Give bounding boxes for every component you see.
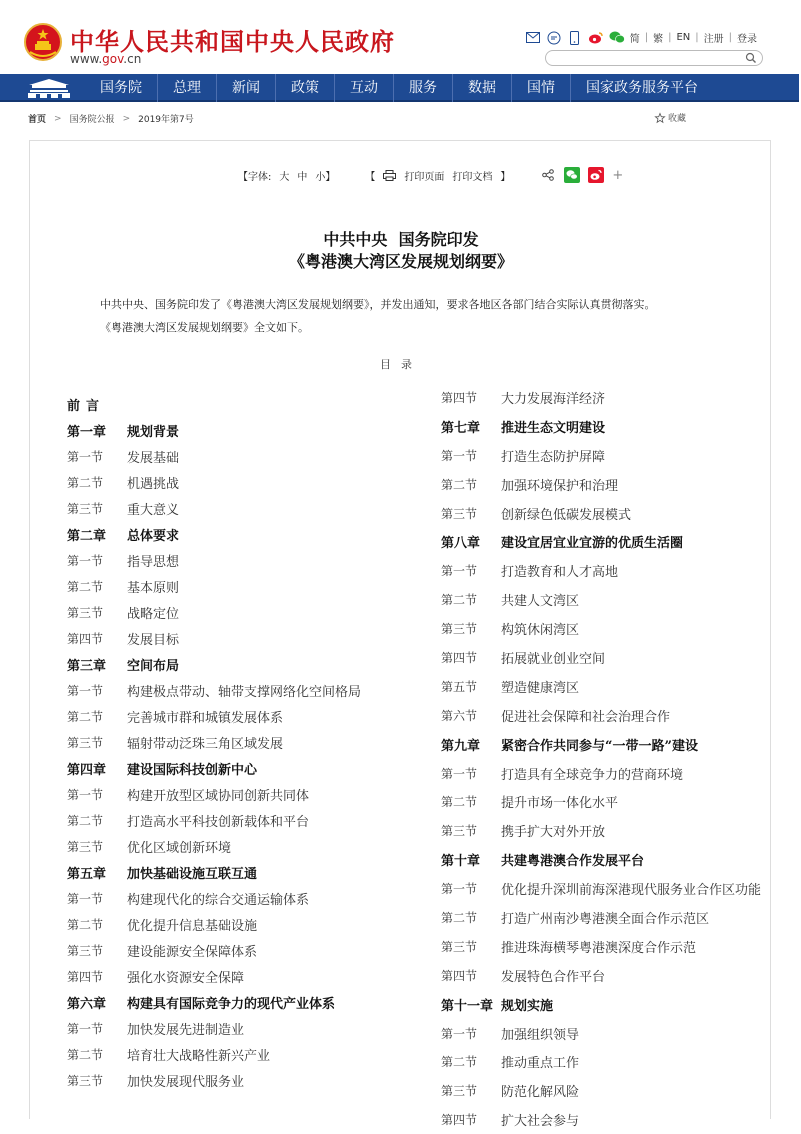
toc-section-row <box>441 932 801 961</box>
site-url[interactable] <box>70 52 141 66</box>
toc-preface-row <box>67 391 427 417</box>
font-size-label: 【字体: <box>238 171 272 183</box>
toc-title: 目录 <box>380 358 422 371</box>
font-large-button[interactable]: 大 <box>279 171 290 183</box>
toc-chapter-row <box>67 859 427 885</box>
toc-number: 第四节 <box>67 631 104 646</box>
breadcrumb-gazette[interactable]: 国务院公报 <box>69 115 115 125</box>
print-bracket-close: 】 <box>500 171 511 183</box>
more-share-button[interactable]: + <box>612 167 624 183</box>
divider: | <box>644 32 649 43</box>
toc-title-text: 辐射带动泛珠三角区域发展 <box>127 736 284 752</box>
toc-title-text: 构筑休闲湾区 <box>501 623 580 639</box>
toc-title-text: 基本原则 <box>127 580 180 596</box>
toc-title-text: 完善城市群和城镇发展体系 <box>127 710 284 726</box>
toc-title-text: 建设能源安全保障体系 <box>127 944 258 960</box>
toc-section-row <box>441 441 801 470</box>
url-suffix: .cn <box>123 52 142 66</box>
toc-section-row <box>441 701 801 730</box>
headline-line-1: 中共中央 国务院印发 <box>323 230 479 249</box>
toc-section-row <box>67 781 427 807</box>
favorite-button[interactable] <box>655 111 686 124</box>
font-small-button[interactable]: 小】 <box>315 171 336 183</box>
toc-number: 第二节 <box>441 795 478 810</box>
toc-section-row <box>441 499 801 528</box>
toc-title-text: 共建粤港澳合作发展平台 <box>501 854 645 870</box>
toc-section-row <box>67 703 427 729</box>
toc-number: 第四节 <box>441 650 478 665</box>
login-link[interactable]: 登录 <box>737 34 757 45</box>
toc-title-text: 携手扩大对外开放 <box>501 825 606 841</box>
toc-section-row <box>441 1019 801 1048</box>
toc-title-text: 构建现代化的综合交通运输体系 <box>127 892 310 908</box>
toc-section-row <box>67 547 427 573</box>
toc-section-row <box>441 759 801 788</box>
toc-title-text: 优化提升信息基础设施 <box>127 918 258 934</box>
toc-chapter-row <box>67 521 427 547</box>
toc-title-text: 提升市场一体化水平 <box>501 796 619 812</box>
toc-section-row <box>441 1047 801 1076</box>
weibo-share-icon[interactable] <box>588 167 604 183</box>
toc-title-text: 大力发展海洋经济 <box>501 391 606 407</box>
toc-section-row <box>67 1067 427 1093</box>
toc-number: 第四节 <box>67 969 104 984</box>
toc-title-text: 加强组织领导 <box>501 1027 580 1043</box>
breadcrumb-home[interactable]: 首页 <box>28 115 47 125</box>
toc-section-row <box>67 599 427 625</box>
toc-number: 第一节 <box>67 1021 104 1036</box>
toc-section-row <box>441 556 801 585</box>
mail-icon[interactable] <box>525 31 541 45</box>
toc-number: 第三章 <box>67 658 107 674</box>
nav-item-services[interactable]: 服务 <box>393 74 452 102</box>
toc-title-text: 培育壮大战略性新兴产业 <box>127 1048 271 1064</box>
toc-number: 第二节 <box>441 910 478 925</box>
toc-number: 第二节 <box>441 593 478 608</box>
toc-chapter-row <box>67 651 427 677</box>
nav-item-interaction[interactable]: 互动 <box>334 74 393 102</box>
toc-title-text: 重大意义 <box>127 502 180 518</box>
search-icon[interactable] <box>745 52 757 64</box>
toc-section-row <box>441 787 801 816</box>
toc-title-text: 推进珠海横琴粤港澳深度合作示范 <box>501 940 697 956</box>
toc-section-row <box>67 911 427 937</box>
toc-section-row <box>441 1076 801 1105</box>
toc-title-text: 优化提升深圳前海深港现代服务业合作区功能 <box>501 883 762 899</box>
toc-title-text: 扩大社会参与 <box>501 1114 580 1130</box>
toc-number: 第二节 <box>67 579 104 594</box>
toc-title-text: 建设宜居宜业宜游的优质生活圈 <box>501 536 684 552</box>
article-headline <box>30 229 772 273</box>
message-icon[interactable] <box>546 31 562 45</box>
favorite-label: 收藏 <box>667 114 686 124</box>
toc-number: 第三节 <box>441 824 478 839</box>
toc-number: 第一节 <box>441 766 478 781</box>
national-emblem-icon[interactable] <box>24 22 62 62</box>
toc-section-row <box>441 874 801 903</box>
toc-section-row <box>67 625 427 651</box>
toc-title-text: 总体要求 <box>127 528 180 544</box>
chevron-right-icon: > <box>54 113 62 124</box>
toc-title-text: 建设国际科技创新中心 <box>127 762 258 778</box>
site-header <box>0 0 799 74</box>
toc-number: 第四节 <box>441 1113 478 1128</box>
toc-chapter-row <box>441 990 801 1019</box>
toc-section-row <box>67 443 427 469</box>
nav-item-data[interactable]: 数据 <box>452 74 511 102</box>
toc-title-text: 加快基础设施互联互通 <box>127 866 258 882</box>
toc-right-column <box>441 383 801 1134</box>
intro-paragraph-1: 中共中央、国务院印发了《粤港澳大湾区发展规划纲要》，并发出通知，要求各地区各部门结合实际认真贯彻落实。 <box>100 298 656 311</box>
toc-title-text: 指导思想 <box>127 554 180 570</box>
toc-number: 第一节 <box>441 882 478 897</box>
toc-title-text: 加强环境保护和治理 <box>501 478 619 494</box>
toc-title-text: 塑造健康湾区 <box>501 680 580 696</box>
nav-items <box>85 74 713 102</box>
intro-paragraph-2: 《粤港澳大湾区发展规划纲要》全文如下。 <box>100 321 309 334</box>
toc-title-text: 紧密合作共同参与“一带一路”建设 <box>501 738 698 754</box>
toc-title-text: 打造生态防护屏障 <box>501 449 606 465</box>
breadcrumb-issue[interactable]: 2019年第7号 <box>138 115 194 125</box>
toc-section-row <box>67 833 427 859</box>
toc-number: 第三节 <box>67 1073 104 1088</box>
print-bracket-open: 【 <box>365 171 376 183</box>
toc-chapter-row <box>441 412 801 441</box>
toc-number: 第三节 <box>67 943 104 958</box>
toc-title-text: 防范化解风险 <box>501 1085 580 1101</box>
toc-number: 第五节 <box>441 679 478 694</box>
article-panel <box>29 140 771 1130</box>
toc-section-row <box>441 470 801 499</box>
toc-title-text: 优化区域创新环境 <box>127 840 232 856</box>
tiananmen-logo-icon[interactable] <box>24 77 74 99</box>
toc-section-row <box>67 573 427 599</box>
print-doc-button[interactable]: 打印文档 <box>452 171 493 183</box>
toc-number: 第三节 <box>441 939 478 954</box>
toc-chapter-row <box>441 845 801 874</box>
toc-section-row <box>67 937 427 963</box>
simplified-link[interactable]: 简 <box>629 34 640 45</box>
toc-number: 第八章 <box>441 536 481 552</box>
toc-section-row <box>67 469 427 495</box>
toc-number: 第二章 <box>67 528 107 544</box>
toc-number: 第三节 <box>67 501 104 516</box>
toc-title-text: 加快发展先进制造业 <box>127 1022 245 1038</box>
toc-section-row <box>67 729 427 755</box>
toc-left-column <box>67 391 427 1093</box>
nav-item-service-platform[interactable]: 国家政务服务平台 <box>570 74 713 102</box>
toc-title-text: 构建开放型区域协同创新共同体 <box>127 788 310 804</box>
toc-section-row <box>441 585 801 614</box>
mobile-icon[interactable] <box>567 31 583 45</box>
toc-number: 第四章 <box>67 762 107 778</box>
toc-number: 第五章 <box>67 866 107 882</box>
toc-title-text: 发展特色合作平台 <box>501 969 606 985</box>
article-toolbar <box>238 167 623 183</box>
nav-item-news[interactable]: 新闻 <box>216 74 275 102</box>
toc-number: 第一节 <box>67 683 104 698</box>
toc-number: 第二节 <box>441 477 478 492</box>
article-intro <box>100 293 720 339</box>
toc-title-text: 构建具有国际竞争力的现代产业体系 <box>127 996 336 1012</box>
toc-number: 第二节 <box>67 917 104 932</box>
toc-title-text: 推动重点工作 <box>501 1056 580 1072</box>
toc-title-text: 发展基础 <box>127 450 180 466</box>
toc-number: 第一节 <box>441 1026 478 1041</box>
breadcrumb <box>28 112 194 125</box>
toc-section-row <box>441 961 801 990</box>
share-icon[interactable] <box>540 167 556 183</box>
print-page-button[interactable]: 打印页面 <box>404 171 445 183</box>
toc-number: 第一章 <box>67 424 107 440</box>
toc-number: 第四节 <box>441 390 478 405</box>
weibo-icon[interactable] <box>588 31 604 45</box>
site-title[interactable]: 中华人民共和国中央人民政府 <box>70 28 395 56</box>
wechat-icon[interactable] <box>609 31 625 45</box>
toc-title-text: 强化水资源安全保障 <box>127 970 245 986</box>
toc-section-row <box>67 495 427 521</box>
star-icon <box>655 113 665 123</box>
toc-title-text: 共建人文湾区 <box>501 594 580 610</box>
toc-title-text: 规划实施 <box>501 998 554 1014</box>
toc-section-row <box>441 1105 801 1134</box>
headline-line-2: 《粤港澳大湾区发展规划纲要》 <box>288 252 513 271</box>
toc-number: 第一节 <box>67 449 104 464</box>
toc-chapter-row <box>441 730 801 759</box>
toc-number: 第二节 <box>67 1047 104 1062</box>
printer-icon[interactable] <box>383 170 396 181</box>
wechat-share-icon[interactable] <box>564 167 580 183</box>
toc-title-text: 规划背景 <box>127 424 180 440</box>
toc-chapter-row <box>67 989 427 1015</box>
toc-section-row <box>67 677 427 703</box>
toc-section-row <box>441 614 801 643</box>
toc-section-row <box>67 807 427 833</box>
toc-title-text: 空间布局 <box>127 658 180 674</box>
toc-number: 第四节 <box>441 968 478 983</box>
toc-number: 第二节 <box>67 475 104 490</box>
url-brand: gov <box>102 52 124 66</box>
toc-title-text: 战略定位 <box>127 606 180 622</box>
toc-number: 第一节 <box>67 787 104 802</box>
toc-chapter-row <box>67 417 427 443</box>
nav-item-policy[interactable]: 政策 <box>275 74 334 102</box>
toc-title-text: 机遇挑战 <box>127 476 180 492</box>
search-input[interactable] <box>554 57 744 71</box>
toc-section-row <box>441 672 801 701</box>
toc-title-text: 推进生态文明建设 <box>501 420 606 436</box>
register-link[interactable]: 注册 <box>703 34 724 45</box>
search-box <box>545 50 763 66</box>
toc-number: 第三节 <box>441 1084 478 1099</box>
divider: | <box>728 32 732 43</box>
toc-title-text: 发展目标 <box>127 632 180 648</box>
toc-chapter-row <box>67 755 427 781</box>
toc-number: 第三节 <box>67 839 104 854</box>
toc-number: 第六节 <box>441 708 478 723</box>
nav-item-state-council[interactable]: 国务院 <box>100 80 142 96</box>
toc-section-row <box>67 1041 427 1067</box>
toc-number: 第七章 <box>441 420 481 436</box>
toc-number: 第三节 <box>441 506 478 521</box>
toc-number: 第三节 <box>441 622 478 637</box>
traditional-link[interactable]: 繁 <box>653 34 664 45</box>
toc-number: 第一节 <box>441 564 478 579</box>
toc-section-row <box>441 903 801 932</box>
toc-chapter-row <box>441 527 801 556</box>
toc-title-text: 创新绿色低碳发展模式 <box>501 507 632 523</box>
toc-title-text: 加快发展现代服务业 <box>127 1074 245 1090</box>
toc-number: 第二节 <box>67 813 104 828</box>
toc-title-text: 打造教育和人才高地 <box>501 565 619 581</box>
toc-number: 第十章 <box>441 854 481 870</box>
divider: | <box>695 32 699 43</box>
nav-item-premier[interactable]: 总理 <box>157 74 216 102</box>
toc-number: 第一节 <box>441 448 478 463</box>
toc-section-row <box>67 963 427 989</box>
toc-section-row <box>441 643 801 672</box>
nav-item-national-conditions[interactable]: 国情 <box>511 74 570 102</box>
toc-number: 第六章 <box>67 996 107 1012</box>
toc-title-text: 打造具有全球竞争力的营商环境 <box>501 767 684 783</box>
toc-title-text: 促进社会保障和社会治理合作 <box>501 709 671 725</box>
toc-title-text: 打造广州南沙粤港澳全面合作示范区 <box>501 911 710 927</box>
toc-title-text: 打造高水平科技创新载体和平台 <box>127 814 310 830</box>
font-medium-button[interactable]: 中 <box>297 171 308 183</box>
url-prefix: www. <box>70 52 103 66</box>
chevron-right-icon: > <box>122 113 131 124</box>
divider: | <box>668 32 672 43</box>
toc-number: 第二节 <box>67 709 104 724</box>
toc-number: 第一节 <box>67 891 104 906</box>
toc-number: 第九章 <box>441 738 481 754</box>
toc-number: 前言 <box>67 398 106 414</box>
english-link[interactable]: EN <box>676 32 691 43</box>
toc-number: 第三节 <box>67 605 104 620</box>
toc-section-row <box>67 1015 427 1041</box>
main-nav <box>0 74 799 102</box>
toc-number: 第一节 <box>67 553 104 568</box>
toc-section-row <box>67 885 427 911</box>
toc-title-text: 构建极点带动、轴带支撑网络化空间格局 <box>127 684 362 700</box>
toc-section-row <box>441 383 801 412</box>
toc-section-row <box>441 816 801 845</box>
toc-title-text: 拓展就业创业空间 <box>501 651 606 667</box>
toc-number: 第二节 <box>441 1055 478 1070</box>
toc-number: 第十一章 <box>441 998 494 1014</box>
top-tools <box>525 30 757 45</box>
toc-number: 第三节 <box>67 735 104 750</box>
